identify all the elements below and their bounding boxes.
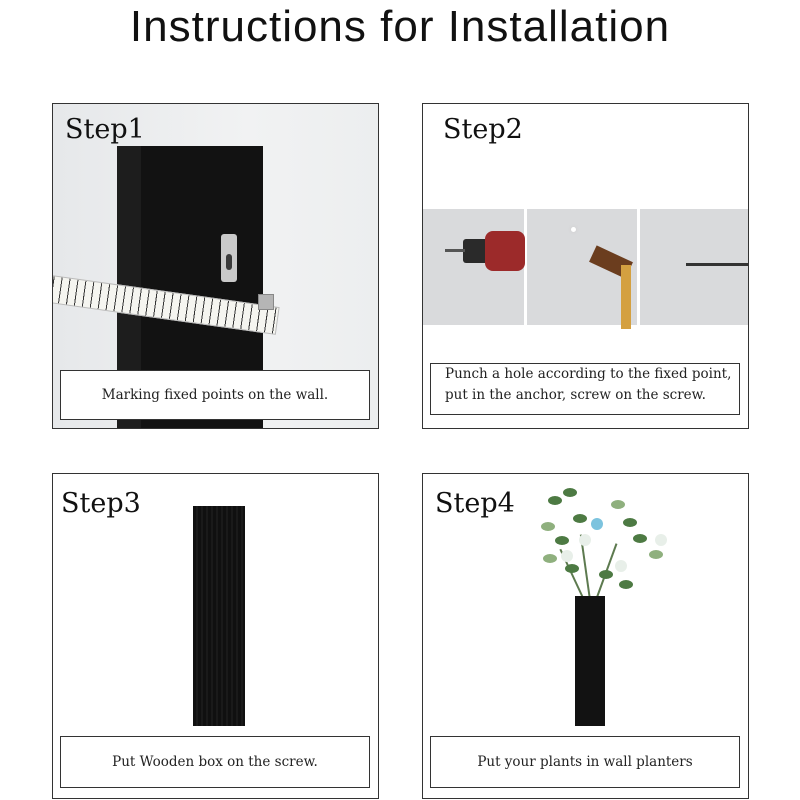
step1-caption: Marking fixed points on the wall.	[60, 370, 370, 420]
leaf	[563, 488, 577, 497]
blue-flower	[591, 518, 603, 530]
screwdriver-photo	[640, 209, 748, 325]
step1-panel	[52, 103, 379, 429]
leaf	[543, 554, 557, 563]
step2-caption	[430, 363, 740, 415]
step2-label: Step2	[443, 114, 523, 145]
leaf	[623, 518, 637, 527]
drill-photo	[423, 209, 524, 325]
leaf	[611, 500, 625, 509]
step2-panel	[422, 103, 749, 429]
white-flower	[615, 560, 627, 572]
step3-panel	[52, 473, 379, 799]
leaf	[599, 570, 613, 579]
step4-panel	[422, 473, 749, 799]
leaf	[541, 522, 555, 531]
leaf	[619, 580, 633, 589]
drill-bit	[445, 249, 465, 252]
leaf	[573, 514, 587, 523]
step3-label: Step3	[61, 488, 141, 519]
white-flower	[561, 550, 573, 562]
leaf	[555, 536, 569, 545]
leaf	[633, 534, 647, 543]
hammer-photo	[527, 209, 637, 325]
step1-label: Step1	[65, 114, 145, 145]
drill-icon	[485, 231, 525, 271]
step2-caption-line2: put in the anchor, screw on the screw.	[445, 386, 706, 403]
hanger-slot	[226, 254, 232, 270]
step4-label: Step4	[435, 488, 515, 519]
leaf	[565, 564, 579, 573]
step2-caption-line1: Punch a hole according to the fixed point,	[445, 366, 732, 382]
leaf	[649, 550, 663, 559]
hammer-handle	[621, 265, 631, 329]
white-flower	[655, 534, 667, 546]
tape-tip	[258, 294, 274, 310]
wooden-box-image	[193, 506, 245, 726]
leaf	[548, 496, 562, 505]
screwdriver-icon	[686, 263, 749, 266]
page-title: Instructions for Installation	[129, 2, 671, 51]
step4-caption: Put your plants in wall planters	[430, 736, 740, 788]
wall-planter-image	[575, 596, 605, 726]
white-flower	[579, 534, 591, 546]
step3-caption: Put Wooden box on the screw.	[60, 736, 370, 788]
anchor-point	[571, 227, 576, 232]
